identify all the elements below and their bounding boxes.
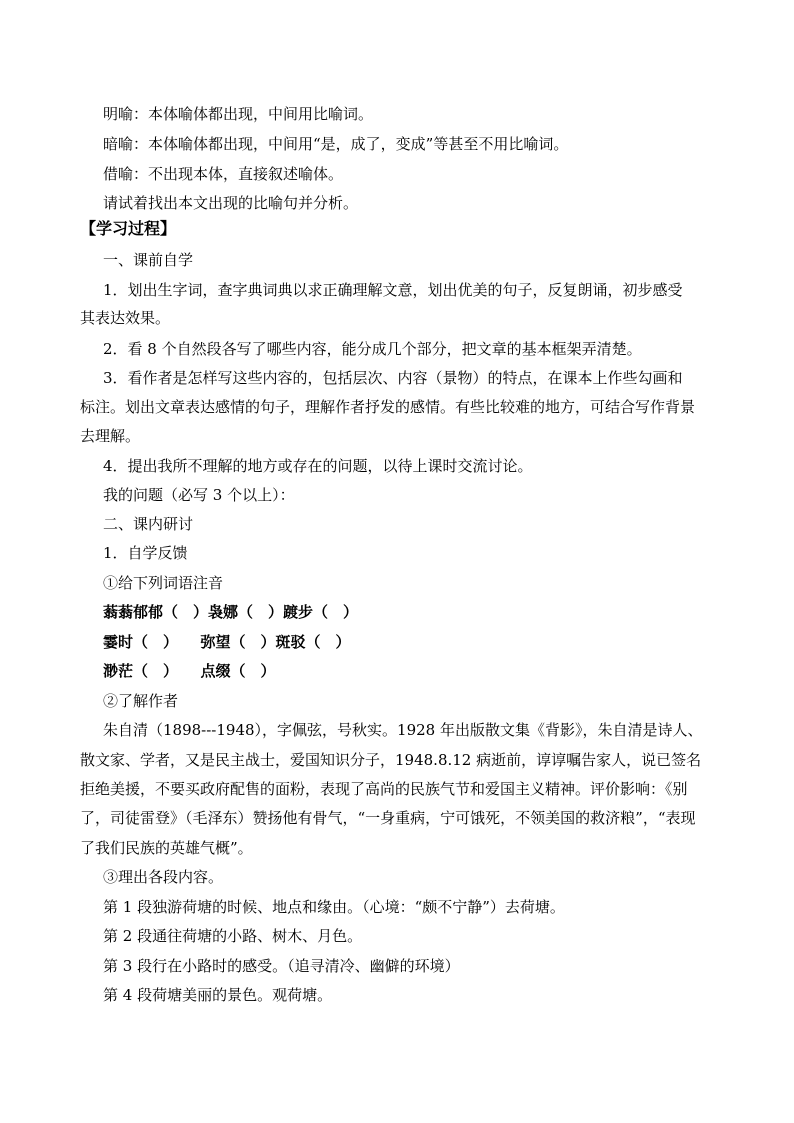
paragraph-line: 1．划出生字词，查字典词典以求正确理解文意，划出优美的句子，反复朗诵，初步感受 — [103, 281, 683, 299]
paragraph-summary-line: 第 2 段通往荷塘的小路、树木、月色。 — [103, 927, 363, 945]
author-paragraph-line: 拒绝美援，不要买政府配售的面粉，表现了高尚的民族气节和爱国主义精神。评价影响：《别 — [80, 780, 688, 798]
paragraph-line: 3．看作者是怎样写这些内容的，包括层次、内容（景物）的特点，在课本上作些勾画和 — [103, 369, 683, 387]
paragraph-line: 标注。划出文章表达感情的句子，理解作者抒发的感情。有些比较难的地方，可结合写作背景 — [80, 398, 696, 416]
author-paragraph-line: 朱自清（1898---1948），字佩弦，号秋实。1928 年出版散文集《背影》，朱自清是诗人、 — [103, 721, 703, 739]
vocabulary-row: 渺茫（ ） 点缀（ ） — [103, 662, 276, 680]
section-heading-learning-process: 【学习过程】 — [80, 219, 177, 238]
subsection-pre-class: 一、课前自学 — [103, 251, 194, 269]
vocabulary-row: 蓊蓊郁郁（ ）袅娜（ ）踱步（ ） — [103, 603, 359, 621]
vocabulary-row: 霎时（ ） 弥望（ ）斑驳（ ） — [103, 633, 351, 651]
author-paragraph-line: 了，司徒雷登》（毛泽东）赞扬他有骨气，“一身重病，宁可饿死，不领美国的救济粮”，“表现 — [80, 809, 696, 827]
author-paragraph-line: 了我们民族的英雄气概”。 — [80, 839, 253, 857]
author-task-title: ②了解作者 — [103, 692, 179, 710]
paragraph-summary-line: 第 3 段行在小路时的感受。（追寻清冷、幽僻的环境） — [103, 957, 460, 975]
simile-definition-line: 明喻：本体喻体都出现，中间用比喻词。 — [103, 105, 374, 123]
questions-prompt: 我的问题（必写 3 个以上）： — [103, 486, 295, 504]
metaphor-definition-line: 暗喻：本体喻体都出现，中间用“是，成了，变成”等甚至不用比喻词。 — [103, 135, 569, 153]
paragraph-content-task-title: ③理出各段内容。 — [103, 868, 224, 886]
paragraph-line: 4．提出我所不理解的地方或存在的问题，以待上课时交流讨论。 — [103, 457, 533, 475]
paragraph-summary-line: 第 4 段荷塘美丽的景色。观荷塘。 — [103, 986, 333, 1004]
paragraph-line: 其表达效果。 — [80, 309, 171, 327]
paragraph-summary-line: 第 1 段独游荷塘的时候、地点和缘由。（心境：“颇不宁静”）去荷塘。 — [103, 898, 565, 916]
subsection-self-study-feedback: 1．自学反馈 — [103, 544, 188, 562]
phonetic-task-title: ①给下列词语注音 — [103, 574, 224, 592]
paragraph-line: 2．看 8 个自然段各写了哪些内容，能分成几个部分，把文章的基本框架弄清楚。 — [103, 340, 642, 358]
paragraph-line: 去理解。 — [80, 427, 141, 445]
task-line: 请试着找出本文出现的比喻句并分析。 — [103, 194, 359, 212]
subsection-in-class: 二、课内研讨 — [103, 515, 194, 533]
metonymy-definition-line: 借喻：不出现本体，直接叙述喻体。 — [103, 165, 344, 183]
author-paragraph-line: 散文家、学者，又是民主战士，爱国知识分子，1948.8.12 病逝前，谆谆嘱告家人，说已签名 — [80, 751, 702, 769]
